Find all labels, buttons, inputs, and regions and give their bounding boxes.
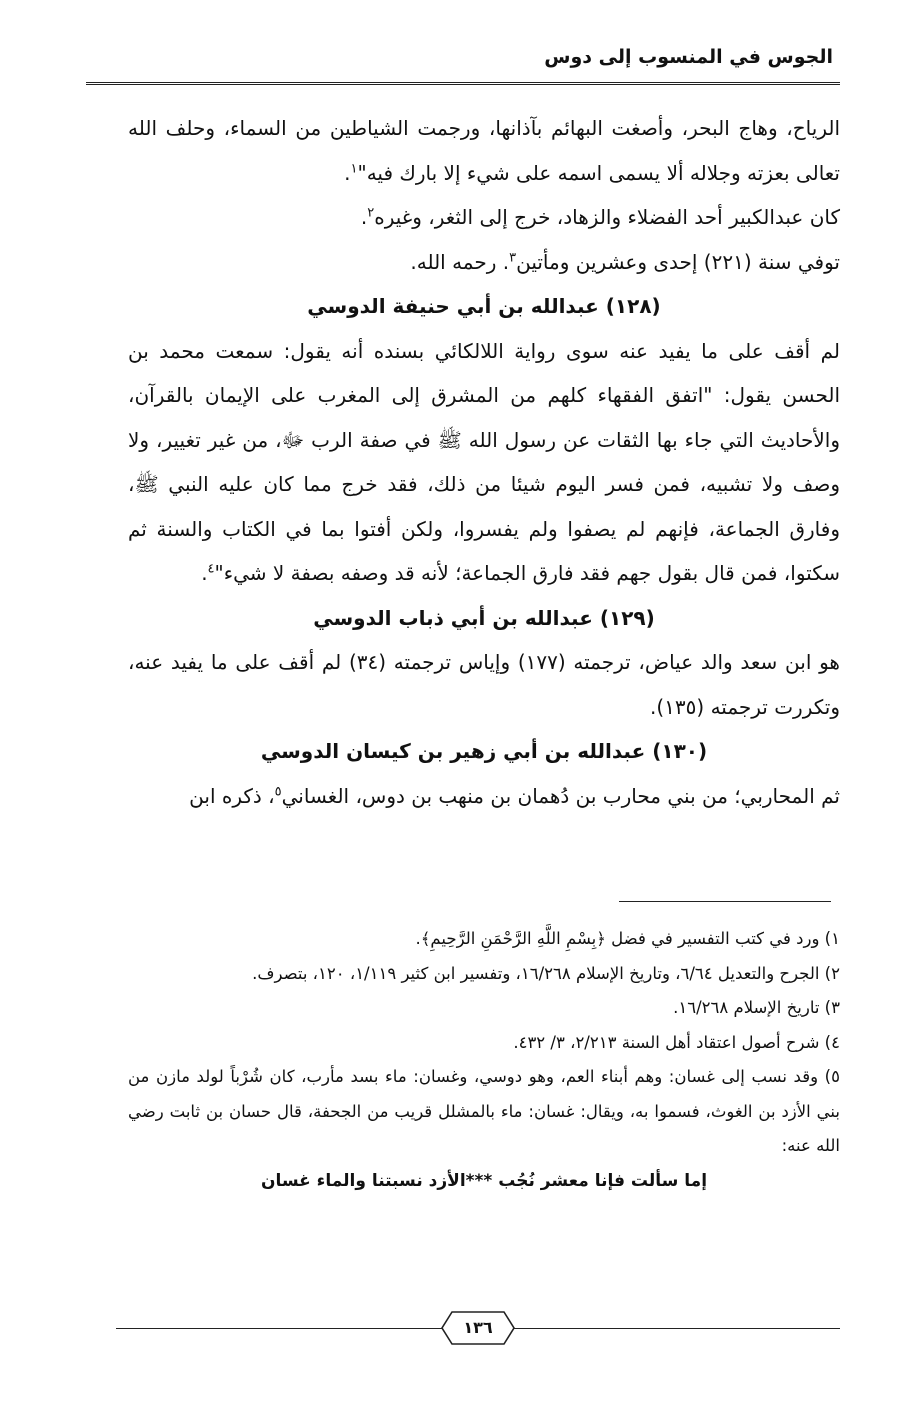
footnotes <box>128 922 840 1198</box>
footnote-3: ٣) تاريخ الإسلام ١٦/٢٦٨. <box>673 998 840 1017</box>
paragraph-end: . <box>201 561 208 585</box>
footer-rule-right <box>514 1328 840 1329</box>
entry-heading-129: (١٢٩) عبدالله بن أبي ذباب الدوسي <box>313 605 655 630</box>
footnote-5: ٥) وقد نسب إلى غسان: وهم أبناء العم، وهو دوسي، وغسان: ماء بسد مأرب، كان شُرْباً لولد مازن من بني الأزد بن الغوث، فسموا به، ويقال: غسان: ماء بالمشلل قريب من الجحفة، قال حسان بن ثابت رضي الله عنه: <box>128 1067 840 1155</box>
paragraph-text: الرياح، وهاج البحر، وأصغت البهائم بآذانها، ورجمت الشياطين من السماء، وحلف الله تعالى بعزته وجلاله ألا يسمى اسمه على شيء إلا بارك فيه" <box>128 116 840 185</box>
paragraph <box>128 240 840 285</box>
footnote-4: ٤) شرح أصول اعتقاد أهل السنة ٢/٢١٣، ٣/ ٤٣٢. <box>513 1032 840 1052</box>
header-rule <box>86 82 840 85</box>
main-text <box>128 106 840 818</box>
footnote-ref[interactable]: ١ <box>350 160 358 176</box>
footnote-ref[interactable]: ٢ <box>367 205 375 221</box>
paragraph-text: لم أقف على ما يفيد عنه سوى رواية اللالكائي بسنده أنه يقول: سمعت محمد بن الحسن يقول: "اتفق الفقهاء كلهم من المشرق إلى المغرب على الإيمان بالقرآن، والأحاديث التي جاء بها الثقات عن رسول الله ﷺ في صفة الرب ﷻ، من غير تغيير، ولا وصف ولا تشبيه، فمن فسر اليوم شيئا من ذلك، فقد خرج مما كان عليه النبي ﷺ، وفارق الجماعة، فإنهم لم يصفوا ولم يفسروا، ولكن أفتوا بما في الكتاب والسنة ثم سكتوا، فمن قال بقول جهم فقد فارق الجماعة؛ لأنه قد وصفه بصفة لا شيء" <box>128 338 840 585</box>
footnote-1: ١) ورد في كتب التفسير في فضل ﴿بِسْمِ اللَّهِ الرَّحْمَنِ الرَّحِيمِ﴾. <box>415 929 840 948</box>
paragraph-end: . <box>360 205 368 229</box>
page-number-badge <box>440 1310 516 1346</box>
paragraph-end: . رحمه الله. <box>410 249 510 274</box>
paragraph-text: كان عبدالكبير أحد الفضلاء والزهاد، خرج إلى الثغر، وغيره <box>374 205 840 229</box>
paragraph: هو ابن سعد والد عياض، ترجمته (١٧٧) وإياس ترجمته (٣٤) لم أقف على ما يفيد عنه، وتكررت ترجمته (١٣٥). <box>128 650 840 719</box>
entry-heading-128: (١٢٨) عبدالله بن أبي حنيفة الدوسي <box>307 294 661 318</box>
running-header: الجوس في المنسوب إلى دوس <box>544 46 833 68</box>
paragraph-end: ، ذكره ابن <box>189 783 275 808</box>
paragraph <box>128 774 840 819</box>
paragraph <box>128 106 840 195</box>
poetry-verse: إما سألت فإنا معشر نُجُب ***الأزد نسبتنا والماء غسان <box>260 1170 708 1191</box>
footnote-ref[interactable]: ٤ <box>207 561 215 577</box>
footer-rule-left <box>116 1328 442 1329</box>
footnote-ref[interactable]: ٣ <box>509 249 517 265</box>
entry-heading-130: (١٣٠) عبدالله بن أبي زهير بن كيسان الدوسي <box>260 739 708 763</box>
paragraph <box>128 195 840 240</box>
paragraph-text: توفي سنة (٢٢١) إحدى وعشرين ومأتين <box>516 249 840 274</box>
footnote-2: ٢) الجرح والتعديل ٦/٦٤، وتاريخ الإسلام ١٦/٢٦٨، وتفسير ابن كثير ١/١١٩، ١٢٠، بتصرف. <box>252 963 840 983</box>
paragraph-end: . <box>344 160 351 185</box>
footnote-ref[interactable]: ٥ <box>274 783 282 799</box>
paragraph <box>128 329 840 596</box>
paragraph-text: ثم المحاربي؛ من بني محارب بن دُهمان بن منهب بن دوس، الغساني <box>281 783 840 808</box>
footnote-separator <box>619 901 831 902</box>
page-number: ١٣٦ <box>463 1318 493 1337</box>
